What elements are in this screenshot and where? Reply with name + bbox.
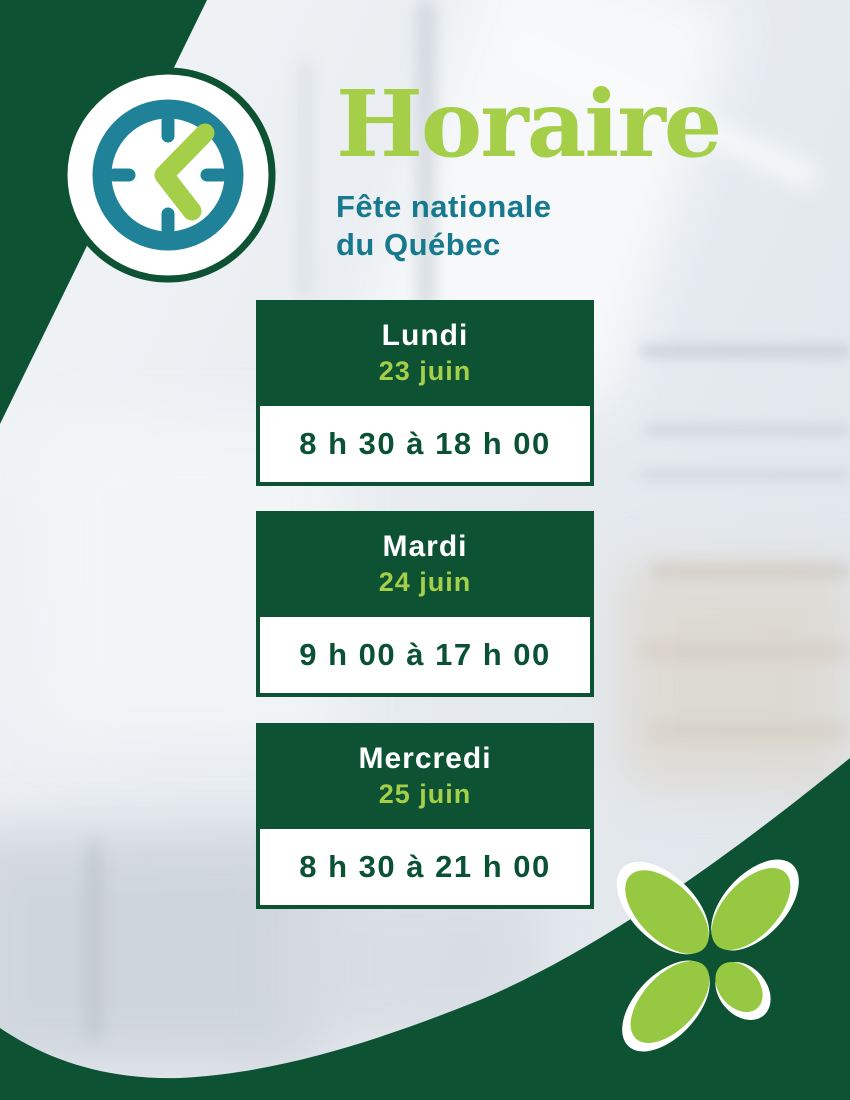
hours-value: 8 h 30 à 18 h 00: [299, 426, 551, 461]
date-label: 24 juin: [378, 567, 472, 597]
clock-icon: [56, 63, 280, 287]
day-label: Lundi: [381, 319, 469, 352]
card-hours-box: [260, 829, 590, 905]
page-title: Horaire: [336, 70, 721, 178]
card-hours-box: [260, 406, 590, 482]
subtitle-line-1: Fête nationale: [336, 189, 552, 224]
page-subtitle: [336, 188, 551, 264]
petals-logo-icon: [608, 852, 808, 1052]
card-header: [260, 723, 590, 829]
day-label: Mercredi: [358, 742, 492, 775]
card-hours-box: [260, 617, 590, 693]
card-header: [260, 300, 590, 406]
petal-top-left: [608, 852, 726, 971]
card-header: [260, 511, 590, 617]
subtitle-line-2: du Québec: [336, 227, 501, 262]
schedule-card-lundi: [256, 300, 594, 486]
petal-bottom-right: [704, 951, 782, 1031]
petal-bottom-left: [608, 945, 726, 1052]
date-label: 25 juin: [378, 779, 472, 809]
hours-value: 8 h 30 à 21 h 00: [299, 849, 551, 884]
date-label: 23 juin: [378, 356, 472, 386]
hours-value: 9 h 00 à 17 h 00: [299, 637, 551, 672]
petal-top-right: [695, 852, 808, 966]
day-label: Mardi: [382, 530, 468, 563]
schedule-card-mercredi: [256, 723, 594, 909]
schedule-card-mardi: [256, 511, 594, 697]
